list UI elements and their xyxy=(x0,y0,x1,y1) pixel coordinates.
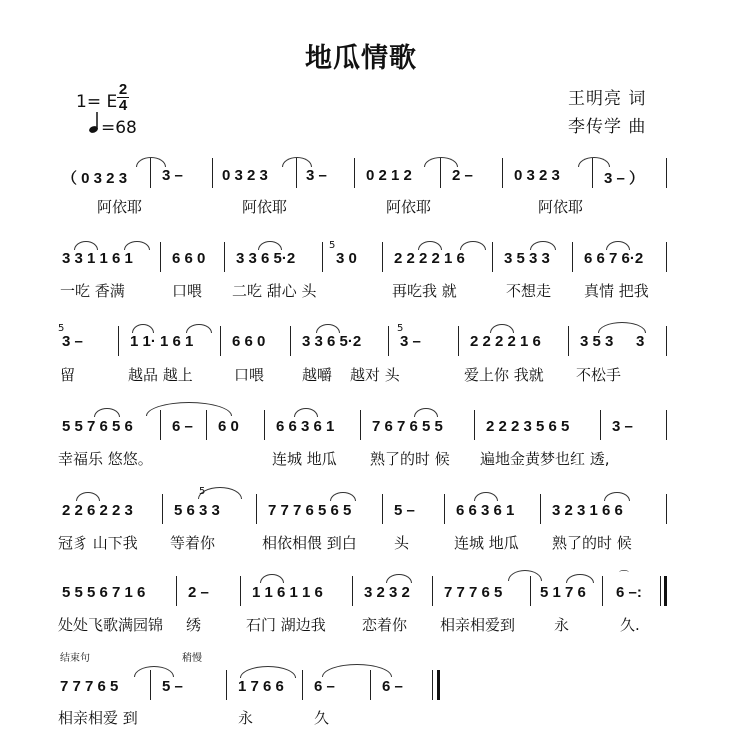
quarter-note-icon xyxy=(88,110,100,134)
time-sig-bottom: 4 xyxy=(118,97,128,114)
note-group: 6 0 xyxy=(218,418,239,435)
note-group: 1 7 6 6 xyxy=(238,678,284,695)
note-group: 2 2 2 2 1 6 xyxy=(394,250,465,267)
lyric: 越对 头 xyxy=(350,366,400,384)
lyric: 永 xyxy=(554,616,570,634)
note-group: 7 7 7 6 5 xyxy=(60,678,119,695)
note-group: 5 1 7 6 xyxy=(540,584,586,601)
note-group: 0 3 2 3 xyxy=(222,167,268,184)
note-group: 3 2 3 1 6 6 xyxy=(552,502,623,519)
note-group: 3 2 3 2 xyxy=(364,584,410,601)
lyric: 相亲相爱到 xyxy=(440,616,516,634)
lyric: 熟了的时 候 xyxy=(370,450,450,468)
note-group: 6 –: xyxy=(616,584,642,601)
note-group: （ 0 3 2 3 xyxy=(62,170,128,187)
lyric: 阿依耶 xyxy=(538,198,584,216)
lyric: 留 xyxy=(60,366,76,384)
lyric: 不想走 xyxy=(506,282,552,300)
tempo-label: 稍慢 xyxy=(182,653,202,664)
note-group: 2 2 2 2 1 6 xyxy=(470,333,541,350)
lyric: 再吃我 就 xyxy=(392,282,457,300)
lyric: 幸福乐 悠悠。 xyxy=(58,450,153,468)
song-title: 地瓜情歌 xyxy=(305,43,417,74)
note-group: 6 6 3 6 1 xyxy=(276,418,335,435)
score-page: 地瓜情歌 1= E 2 4 =68 王明亮 词 李传学 曲 （ 0 3 2 3 3 – 0 3 2 3 3 – 0 2 1 2 2 – 0 3 2 3 3 – ） 阿依耶 阿依耶 阿依耶 阿依耶 3 3 1 1 6 1 6 6 0 3 3 6 5·2 3 0 2 2 2 2 1 6 3 5 3 3 6 6 7 6·2 5 一吃 香满 口喂 二吃 甜心 头 再吃我 就 不想走 真情 把我 3 – 1 1· 1 6 1 6 6 0 3 3 6 5·2 3 – 2 2 2 2 1 6 3 5 3 3 5 5 留 越品 越上 口喂 越嚼 越对 头 爱上你 我就 不松手 5 5 7 6 5 6 6 – 6 0 6 6 3 6 1 7 6 7 6 5 5 2 2 2 3 5 6 5 3 – 幸福乐 悠悠。 连城 地瓜 熟了的时 候 遍地金黄梦也红 透, 2 2 6 2 2 3 5 6 3 3 7 7 7 6 5 6 5 5 – 6 6 3 6 1 3 2 3 1 6 6 5 冠豸 山下我 等着你 相依相偎 到白 头 连城 地瓜 熟了的时 候 5 5 5 6 7 1 6 2 – 1 1 6 1 1 6 3 2 3 2 7 7 7 6 5 5 1 7 6 6 –: ⌒ 处处飞歌满园锦 绣 石门 湖边我 恋着你 相亲相爱到 永 久. 结束句 稍慢 7 7 7 6 5 5 – 1 7 6 6 6 – 6 – 相亲相爱 到 永 久 xyxy=(0,0,730,745)
lyric: 久. xyxy=(620,616,640,634)
note-group: 5 5 7 6 5 6 xyxy=(62,418,133,435)
lyric: 石门 湖边我 xyxy=(246,616,326,634)
lyric: 口喂 xyxy=(234,366,265,384)
note-group: 7 6 7 6 5 5 xyxy=(372,418,443,435)
note-group: 2 – xyxy=(452,167,473,184)
note-group: 5 6 3 3 xyxy=(174,502,220,519)
lyric: 一吃 香满 xyxy=(60,282,125,300)
note-group: 3 3 6 5·2 xyxy=(302,333,362,350)
ending-label: 结束句 xyxy=(60,653,90,664)
lyric: 不松手 xyxy=(576,366,622,384)
note-group: 3 – ） xyxy=(604,170,645,187)
note-group: 7 7 7 6 5 xyxy=(444,584,503,601)
time-sig-top: 2 xyxy=(118,81,128,98)
lyric: 真情 把我 xyxy=(584,282,649,300)
note-group: 3 xyxy=(636,333,645,350)
note-group: 3 3 6 5·2 xyxy=(236,250,296,267)
note-group: 0 2 1 2 xyxy=(366,167,412,184)
note-group: 5 5 5 6 7 1 6 xyxy=(62,584,146,601)
lyric: 连城 地瓜 xyxy=(454,534,519,552)
note-group: 2 2 2 3 5 6 5 xyxy=(486,418,570,435)
note-group: 3 5 3 3 xyxy=(504,250,550,267)
note-group: 3 – xyxy=(62,333,83,350)
lyric: 久 xyxy=(314,709,330,727)
note-group: 2 – xyxy=(188,584,209,601)
note-group: 7 7 7 6 5 6 5 xyxy=(268,502,352,519)
lyric: 阿依耶 xyxy=(97,198,143,216)
lyric: 口喂 xyxy=(172,282,203,300)
lyric: 阿依耶 xyxy=(386,198,432,216)
note-group: 6 – xyxy=(172,418,193,435)
lyric: 爱上你 我就 xyxy=(464,366,544,384)
lyric: 越嚼 xyxy=(302,366,333,384)
note-group: 3 0 xyxy=(336,250,357,267)
lyric: 熟了的时 候 xyxy=(552,534,632,552)
note-group: 6 6 7 6·2 xyxy=(584,250,644,267)
lyric: 相亲相爱 到 xyxy=(58,709,138,727)
lyric: 冠豸 山下我 xyxy=(58,534,138,552)
lyric: 头 xyxy=(394,534,410,552)
note-group: 6 – xyxy=(382,678,403,695)
note-group: 6 6 0 xyxy=(232,333,266,350)
lyric: 二吃 甜心 头 xyxy=(232,282,317,300)
note-group: 3 – xyxy=(400,333,421,350)
note-group: 0 3 2 3 xyxy=(514,167,560,184)
lyric: 连城 地瓜 xyxy=(272,450,337,468)
note-group: 3 – xyxy=(306,167,327,184)
composer-credit: 李传学 曲 xyxy=(568,117,647,137)
lyric: 处处飞歌满园锦 xyxy=(58,616,164,634)
lyric: 恋着你 xyxy=(362,616,408,634)
note-group: 6 6 3 6 1 xyxy=(456,502,515,519)
lyric: 相依相偎 到白 xyxy=(262,534,357,552)
time-signature xyxy=(117,83,129,112)
lyric: 阿依耶 xyxy=(242,198,288,216)
note-group: 3 – xyxy=(612,418,633,435)
note-group: 2 2 6 2 2 3 xyxy=(62,502,133,519)
note-group: 3 – xyxy=(162,167,183,184)
note-group: 1 1· 1 6 1 xyxy=(130,333,194,350)
lyricist-credit: 王明亮 词 xyxy=(568,89,647,109)
note-group: 3 3 1 1 6 1 xyxy=(62,250,133,267)
lyric: 越品 越上 xyxy=(128,366,193,384)
note-group: 5 – xyxy=(162,678,183,695)
note-group: 6 – xyxy=(314,678,335,695)
note-group: 1 1 6 1 1 6 xyxy=(252,584,323,601)
key-signature: 1= E xyxy=(76,92,118,112)
tempo-marking: =68 xyxy=(101,118,137,138)
lyric: 永 xyxy=(238,709,254,727)
lyric: 等着你 xyxy=(170,534,216,552)
note-group: 5 – xyxy=(394,502,415,519)
note-group: 6 6 0 xyxy=(172,250,206,267)
note-group: 3 5 3 xyxy=(580,333,614,350)
lyric: 遍地金黄梦也红 透, xyxy=(480,450,610,468)
lyric: 绣 xyxy=(186,616,202,634)
